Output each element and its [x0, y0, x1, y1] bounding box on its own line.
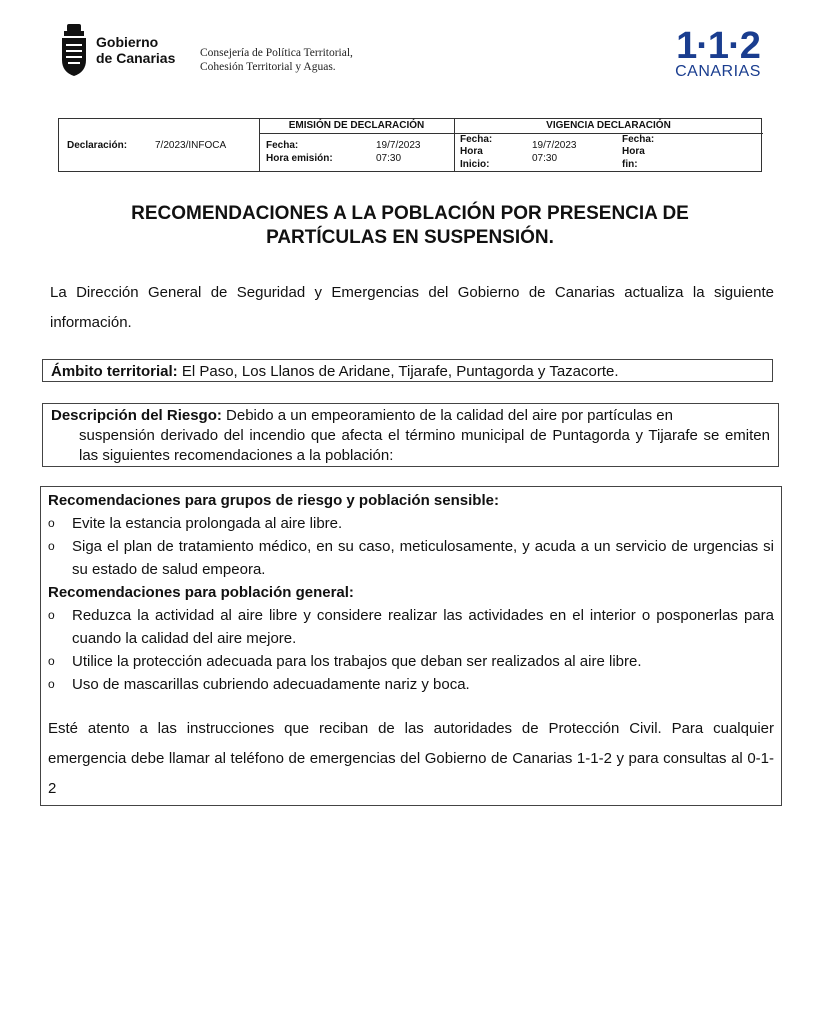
emision-fecha-value: 19/7/2023: [376, 140, 421, 151]
emision-header: EMISIÓN DE DECLARACIÓN: [288, 120, 425, 131]
ambito-label: Ámbito territorial:: [51, 363, 178, 380]
logo-112-number: 1·1·2: [676, 25, 760, 67]
bullet-icon: o: [48, 654, 55, 668]
bullet-icon: o: [48, 516, 55, 530]
group1-title: Recomendaciones para grupos de riesgo y población sensible:: [48, 492, 499, 509]
closing-paragraph: Esté atento a las instrucciones que reciban de las autoridades de Protección Civil. Para cualquier emergencia debe llamar al teléfono de emergencias del Gobierno de Canarias 1-1-2 y para consultas al 0-1-2: [48, 720, 774, 797]
title-line1: RECOMENDACIONES A LA POBLACIÓN POR PRESENCIA DE: [131, 203, 689, 224]
riesgo-rest: suspensión derivado del incendio que afecta el término municipal de Puntagorda y Tijarafe se emiten las siguientes recomendaciones a la población:: [79, 427, 770, 464]
ambito-box: [42, 359, 773, 382]
consejeria-line1: Consejería de Política Territorial,: [200, 47, 353, 59]
list-item: [48, 512, 774, 535]
declaration-label: Declaración:: [67, 140, 128, 151]
gov-name-line2: de Canarias: [96, 50, 176, 66]
vigencia-fin-label: fin:: [622, 159, 638, 170]
list-item-text: Uso de mascarillas cubriendo adecuadamente nariz y boca.: [72, 676, 470, 693]
bullet-icon: o: [48, 539, 55, 553]
list-item-text: Reduzca la actividad al aire libre y considere realizar las actividades en el interior o posponerlas para cuando la calidad del aire mejore.: [72, 607, 774, 647]
bullet-icon: o: [48, 677, 55, 691]
gov-name-line1: Gobierno: [96, 34, 159, 50]
emision-hora-label: Hora emisión:: [266, 153, 333, 164]
vigencia-inicio-fecha-label: Fecha:: [460, 134, 493, 145]
riesgo-box: [42, 403, 779, 467]
list-item: [48, 535, 774, 581]
gov-name: [96, 34, 175, 66]
declaration-value: 7/2023/INFOCA: [155, 140, 227, 151]
consejeria-line2: Cohesión Territorial y Aguas.: [200, 61, 336, 73]
vigencia-hora-value: 07:30: [532, 153, 558, 164]
list-item-text: Utilice la protección adecuada para los trabajos que deban ser realizados al aire libre.: [72, 653, 642, 670]
bullet-icon: o: [48, 608, 55, 622]
vigencia-inicio-label: Inicio:: [460, 159, 490, 170]
group2-title: Recomendaciones para población general:: [48, 584, 354, 601]
emision-hora-value: 07:30: [376, 153, 402, 164]
vigencia-fin-hora-label: Hora: [622, 146, 645, 157]
page-title: [60, 202, 760, 250]
emision-fecha-label: Fecha:: [266, 140, 299, 151]
logo-112-canarias: [668, 25, 768, 80]
list-item: [48, 650, 774, 673]
declaration-table: [58, 118, 762, 172]
list-item: [48, 604, 774, 650]
list-item: [48, 673, 774, 696]
consejeria-text: [200, 46, 353, 74]
crest-icon: [58, 22, 90, 78]
intro-paragraph: La Dirección General de Seguridad y Emergencias del Gobierno de Canarias actualiza la siguiente información.: [50, 284, 774, 331]
vigencia-inicio-hora-label: Hora: [460, 146, 483, 157]
logo-112-region: CANARIAS: [675, 63, 761, 80]
riesgo-line1: Debido a un empeoramiento de la calidad del aire por partículas en: [221, 407, 673, 424]
ambito-value: El Paso, Los Llanos de Aridane, Tijarafe, Puntagorda y Tazacorte.: [177, 363, 619, 380]
recommendations-box: [40, 486, 782, 806]
vigencia-header: VIGENCIA DECLARACIÓN: [546, 120, 671, 131]
list-item-text: Siga el plan de tratamiento médico, en su caso, meticulosamente, y acuda a un servicio de urgencias si su estado de salud empeora.: [72, 538, 774, 578]
gobierno-canarias-logo: [58, 22, 188, 78]
vigencia-fin-fecha-label: Fecha:: [622, 134, 655, 145]
title-line2: PARTÍCULAS EN SUSPENSIÓN.: [266, 227, 554, 248]
list-item-text: Evite la estancia prolongada al aire libre.: [72, 515, 343, 532]
vigencia-fecha-value: 19/7/2023: [532, 140, 577, 151]
riesgo-label: Descripción del Riesgo:: [51, 407, 222, 424]
